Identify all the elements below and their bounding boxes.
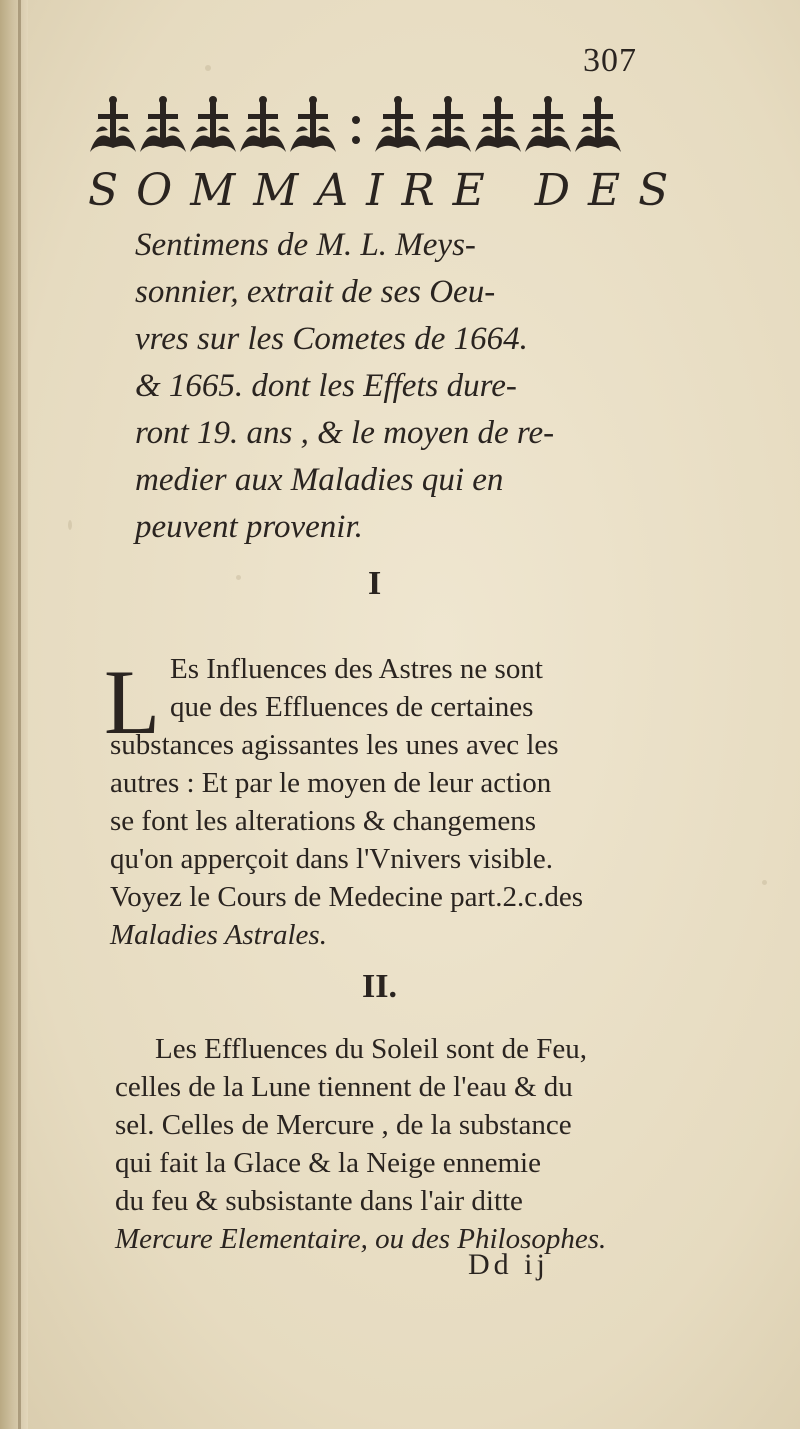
text-line: substances agissantes les unes avec les	[110, 729, 559, 761]
text-line: celles de la Lune tiennent de l'eau & du	[115, 1071, 573, 1103]
text-line: autres : Et par le moyen de leur action	[110, 767, 552, 799]
section-number: I	[368, 565, 382, 602]
section-1-text	[110, 650, 670, 954]
text-line: Maladies Astrales.	[110, 919, 327, 951]
text-line: du feu & subsistante dans l'air ditte	[115, 1185, 523, 1217]
subtitle-line: sonnier, extrait de ses Oeu-	[135, 274, 496, 310]
page-number: 307	[583, 42, 637, 79]
signature-mark: Dd ij	[468, 1248, 549, 1281]
section-2-text	[115, 1030, 685, 1258]
subtitle-line: & 1665. dont les Effets dure-	[135, 368, 517, 404]
text-line: que des Effluences de certaines	[170, 691, 534, 723]
subtitle-line: peuvent provenir.	[135, 509, 363, 545]
text-line: qui fait la Glace & la Neige ennemie	[115, 1147, 541, 1179]
summary-title: SOMMAIRE DES	[88, 165, 687, 216]
paper-spot	[762, 880, 767, 885]
paper-spot	[236, 575, 241, 580]
text-line: Les Effluences du Soleil sont de Feu,	[155, 1033, 587, 1065]
subtitle-line: vres sur les Cometes de 1664.	[135, 321, 528, 357]
paper-spot	[205, 65, 211, 71]
subtitle-line: ront 19. ans , & le moyen de re-	[135, 415, 555, 451]
text-line: Voyez le Cours de Medecine part.2.c.des	[110, 881, 583, 913]
subtitle-line: Sentimens de M. L. Meys-	[135, 227, 476, 263]
text-line: se font les alterations & changemens	[110, 805, 537, 837]
section-number: II.	[362, 968, 397, 1005]
summary-subtitle	[135, 222, 665, 551]
drop-cap: L	[104, 651, 161, 753]
subtitle-line: medier aux Maladies qui en	[135, 462, 504, 498]
paper-spot	[68, 520, 72, 530]
text-line: sel. Celles de Mercure , de la substance	[115, 1109, 572, 1141]
text-line: Mercure Elementaire, ou des Philosophes.	[115, 1223, 607, 1255]
text-line: Es Influences des Astres ne sont	[170, 653, 543, 685]
text-line: qu'on apperçoit dans l'Vnivers visible.	[110, 843, 553, 875]
spine-edge	[18, 0, 21, 1429]
fleuron-band-icon	[88, 92, 648, 162]
book-spine	[0, 0, 28, 1429]
